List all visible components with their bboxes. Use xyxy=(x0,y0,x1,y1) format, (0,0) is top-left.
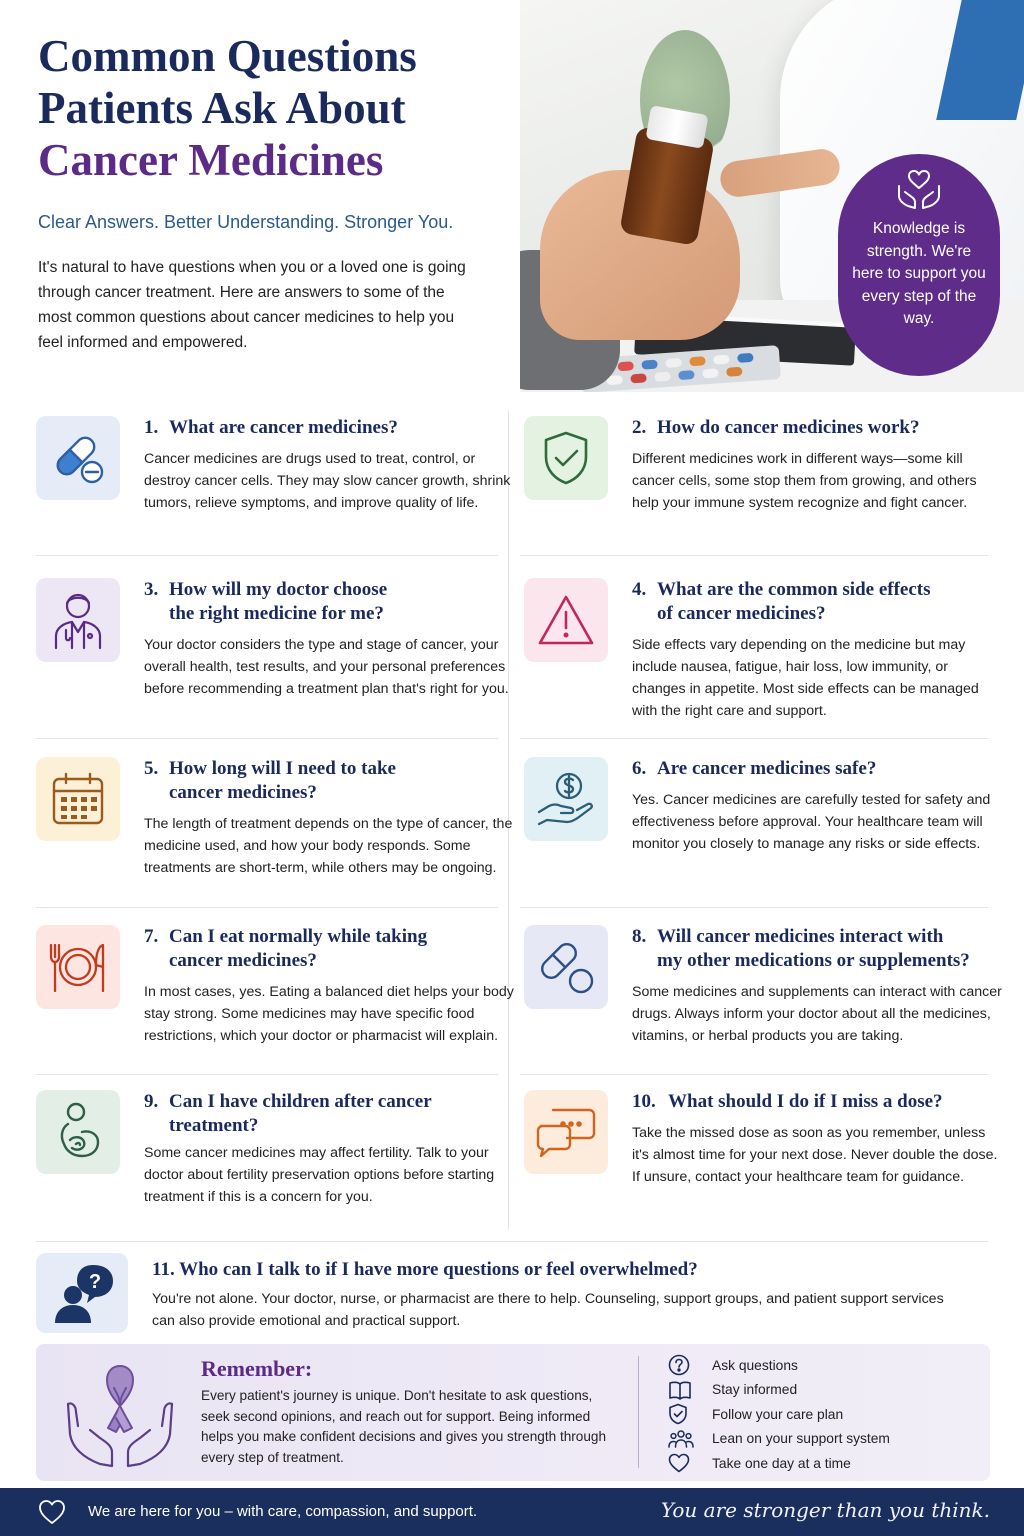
row-divider xyxy=(36,907,498,908)
faq-answer: Different medicines work in different ways—some kill cancer cells, some stop them from growing, and others help your immune system recognize and fight cancer. xyxy=(632,451,977,511)
title-line-1: Common Questions xyxy=(38,31,417,81)
faq-icon-box xyxy=(524,578,608,662)
faq-icon-box xyxy=(36,925,120,1009)
faq-icon-box xyxy=(36,757,120,841)
faq-icon-box xyxy=(524,416,608,500)
footer-message: We are here for you – with care, compassion, and support. xyxy=(88,1503,478,1520)
shield-check-icon xyxy=(668,1403,688,1425)
faq-answer: Some medicines and supplements can interact with cancer drugs. Always inform your doctor about all the medicines, vitamins, or herbal products you are taking. xyxy=(632,984,1002,1044)
faq-answer: In most cases, yes. Eating a balanced diet helps your body stay strong. Some medicines may have specific food restrictions, which your doctor or pharmacist will explain. xyxy=(144,984,514,1044)
faq-icon-box xyxy=(36,578,120,662)
title-line-2: Patients Ask About xyxy=(38,83,406,133)
faq-answer: Yes. Cancer medicines are carefully tested for safety and effectiveness before approval. Your healthcare team will monitor you closely to manage any risks or side effects. xyxy=(632,792,991,852)
q11-question: 11. Who can I talk to if I have more questions or feel overwhelmed? xyxy=(152,1259,698,1280)
heart-icon xyxy=(668,1453,690,1473)
faq-answer: Cancer medicines are drugs used to treat, control, or destroy cancer cells. They may slow cancer growth, shrink tumors, relieve symptoms, and improve quality of life. xyxy=(144,451,511,511)
tip-label: Follow your care plan xyxy=(712,1406,844,1422)
people-group-icon xyxy=(668,1429,694,1449)
tip-item xyxy=(668,1451,890,1476)
faq-question: 4. What are the common side effects of cancer medicines? xyxy=(632,579,931,624)
faq-question: 5. How long will I need to take cancer medicines? xyxy=(144,758,396,803)
warning-icon xyxy=(535,592,597,648)
faq-question: 9. Can I have children after cancer treatment? xyxy=(144,1091,432,1136)
tip-label: Stay informed xyxy=(712,1382,798,1398)
faq-question: 10. What should I do if I miss a dose? xyxy=(632,1091,943,1112)
faq-icon-box xyxy=(524,925,608,1009)
row-divider xyxy=(36,1241,988,1242)
heart-icon xyxy=(38,1499,66,1525)
footer-signature: You are stronger than you think. xyxy=(660,1498,990,1522)
tip-item xyxy=(668,1353,890,1378)
chat-bubble-icon xyxy=(535,1104,597,1160)
row-divider xyxy=(520,1074,988,1075)
faq-answer: Some cancer medicines may affect fertility. Talk to your doctor about fertility preservation options before starting treatment if this is a concern for you. xyxy=(144,1145,495,1205)
capsule-pill-icon xyxy=(46,426,110,490)
faq-question: 8. Will cancer medicines interact with my other medications or supplements? xyxy=(632,926,970,971)
plate-utensils-icon xyxy=(45,939,111,995)
tip-label: Take one day at a time xyxy=(712,1455,851,1471)
faq-icon-box xyxy=(524,757,608,841)
faq-answer: The length of treatment depends on the type of cancer, the medicine used, and how your body responds. Some treatments are short-term, while others may be ongoing. xyxy=(144,816,513,876)
pregnancy-icon xyxy=(50,1100,106,1164)
faq-question: 6. Are cancer medicines safe? xyxy=(632,758,877,779)
tip-label: Lean on your support system xyxy=(712,1431,890,1447)
support-badge xyxy=(838,154,1000,376)
faq-icon-box xyxy=(36,1090,120,1174)
q11-answer: You're not alone. Your doctor, nurse, or pharmacist are there to help. Counseling, support groups, and patient support services can also provide emotional and practical support. xyxy=(152,1291,944,1329)
person-question-icon xyxy=(47,1261,117,1325)
hero-section xyxy=(0,0,1024,395)
row-divider xyxy=(36,738,498,739)
footer-bar xyxy=(0,1488,1024,1536)
tip-item xyxy=(668,1378,890,1403)
pills-icon xyxy=(535,937,597,997)
intro-paragraph: It's natural to have questions when you or a loved one is going through cancer treatment. Here are answers to some of the most common questions about cancer medicines to help you feel informed and empowered. xyxy=(38,259,466,351)
heart-hands-icon xyxy=(895,168,943,212)
title-line-3: Cancer Medicines xyxy=(38,135,384,185)
row-divider xyxy=(520,738,988,739)
tips-list xyxy=(668,1353,890,1476)
faq-question: 7. Can I eat normally while taking cancer medicines? xyxy=(144,926,428,971)
row-divider xyxy=(520,907,988,908)
tip-label: Ask questions xyxy=(712,1357,798,1373)
row-divider xyxy=(36,1074,498,1075)
book-icon xyxy=(668,1380,692,1400)
faq-answer: Take the missed dose as soon as you remember, unless it's almost time for your next dose. Never double the dose. If unsure, contact your healthcare team for guidance. xyxy=(632,1125,998,1185)
badge-text: Knowledge is strength. We're here to support you every step of the way. xyxy=(852,220,986,327)
shield-check-icon xyxy=(539,429,593,487)
question-circle-icon xyxy=(668,1354,690,1376)
ribbon-hands-icon xyxy=(60,1354,180,1472)
dollar-hand-icon xyxy=(535,768,597,830)
remember-panel xyxy=(36,1344,990,1481)
doctor-icon xyxy=(48,588,108,652)
remember-divider xyxy=(638,1356,639,1468)
tip-item xyxy=(668,1427,890,1452)
tagline: Clear Answers. Better Understanding. Stronger You. xyxy=(38,212,454,232)
row-divider xyxy=(36,555,498,556)
svg-text:?: ? xyxy=(88,1271,102,1293)
faq-icon-box xyxy=(524,1090,608,1174)
faq-question: 3. How will my doctor choose the right medicine for me? xyxy=(144,579,388,624)
q11-icon-box xyxy=(36,1253,128,1333)
tip-item xyxy=(668,1402,890,1427)
faq-answer: Side effects vary depending on the medicine but may include nausea, fatigue, hair loss, low immunity, or changes in appetite. Most side effects can be managed with the right care and support. xyxy=(632,637,979,719)
page-title xyxy=(38,30,508,186)
remember-body: Every patient's journey is unique. Don't hesitate to ask questions, seek second opinions, and reach out for support. Being informed helps you make confident decisions and gives you strength through every step of treatment. xyxy=(201,1388,607,1465)
faq-question: 1. What are cancer medicines? xyxy=(144,417,398,438)
faq-question: 2. How do cancer medicines work? xyxy=(632,417,920,438)
faq-icon-box xyxy=(36,416,120,500)
calendar-icon xyxy=(48,769,108,829)
faq-answer: Your doctor considers the type and stage of cancer, your overall health, test results, and your personal preferences before recommending a treatment plan that's right for you. xyxy=(144,637,509,697)
row-divider xyxy=(520,555,988,556)
remember-title: Remember: xyxy=(201,1356,313,1381)
hero-text xyxy=(38,30,508,355)
